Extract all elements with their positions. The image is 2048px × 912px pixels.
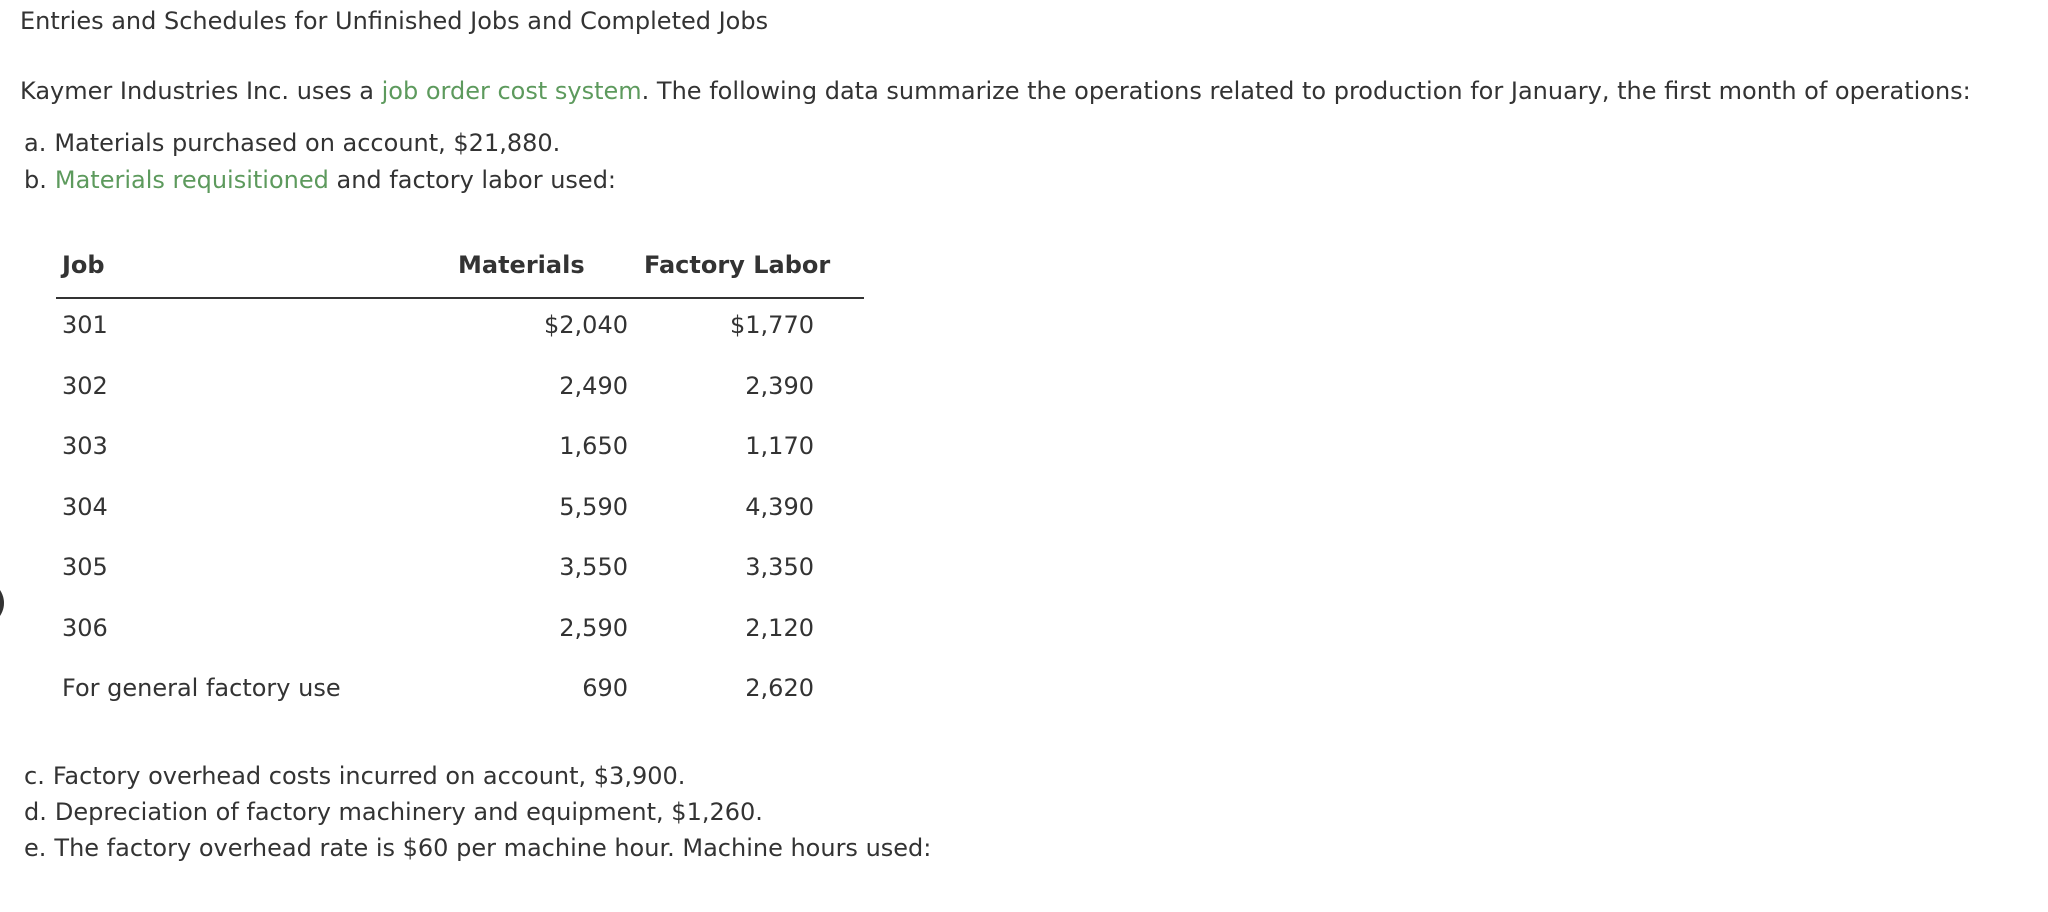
item-text: Materials purchased on account, $21,880. <box>54 129 561 157</box>
cell-materials: 1,650 <box>559 432 628 460</box>
column-header-materials: Materials <box>458 251 585 279</box>
column-header-job: Job <box>62 251 105 279</box>
intro-text-before: Kaymer Industries Inc. uses a <box>20 77 382 105</box>
cell-materials: 2,590 <box>559 613 628 642</box>
table-row <box>56 541 864 602</box>
item-text: Depreciation of factory machinery and equipment, $1,260. <box>54 798 763 826</box>
item-marker: d. <box>24 798 47 826</box>
cell-job: 304 <box>62 492 108 521</box>
cell-materials: $2,040 <box>544 311 628 339</box>
intro-paragraph <box>20 77 1971 105</box>
glossary-term-materials-requisitioned[interactable]: Materials requisitioned <box>54 166 329 194</box>
item-text: The factory overhead rate is $60 per machine hour. Machine hours used: <box>54 834 932 862</box>
side-tab-handle <box>0 580 4 626</box>
cell-job: 303 <box>62 432 108 460</box>
table-row <box>56 481 864 542</box>
cell-job: 306 <box>62 613 108 642</box>
item-marker: c. <box>24 762 45 790</box>
cell-factory-labor: 3,350 <box>745 553 814 581</box>
cell-factory-labor: $1,770 <box>730 311 814 339</box>
table-row <box>56 602 864 663</box>
table-row <box>56 299 864 360</box>
table-row <box>56 662 864 723</box>
item-marker: b. <box>24 166 47 194</box>
table-row <box>56 360 864 421</box>
cell-job: 302 <box>62 371 108 400</box>
cell-factory-labor: 4,390 <box>745 492 814 521</box>
cell-job: For general factory use <box>62 674 341 702</box>
cell-factory-labor: 2,390 <box>745 371 814 400</box>
cell-materials: 5,590 <box>559 492 628 521</box>
item-b <box>24 166 616 194</box>
item-e <box>24 834 931 862</box>
cell-factory-labor: 1,170 <box>745 432 814 460</box>
cell-factory-labor: 2,620 <box>745 674 814 702</box>
item-c <box>24 762 685 790</box>
item-marker: e. <box>24 834 47 862</box>
item-text: and factory labor used: <box>328 166 617 194</box>
item-a <box>24 129 560 157</box>
cell-materials: 690 <box>582 674 628 702</box>
glossary-term-job-order-cost-system[interactable]: job order cost system <box>381 77 642 105</box>
cell-materials: 3,550 <box>559 553 628 581</box>
cell-job: 305 <box>62 553 108 581</box>
cell-factory-labor: 2,120 <box>745 613 814 642</box>
materials-labor-table <box>56 237 864 723</box>
cell-job: 301 <box>62 311 108 339</box>
page-title: Entries and Schedules for Unfinished Jobs and Completed Jobs <box>20 7 769 35</box>
cell-materials: 2,490 <box>559 371 628 400</box>
table-row <box>56 420 864 481</box>
item-marker: a. <box>24 129 47 157</box>
table-header <box>56 237 864 299</box>
item-text: Factory overhead costs incurred on account, $3,900. <box>52 762 686 790</box>
column-header-factory-labor: Factory Labor <box>644 251 831 279</box>
intro-text-after: . The following data summarize the operations related to production for January, the first month of operations: <box>641 77 1971 105</box>
item-d <box>24 798 763 826</box>
